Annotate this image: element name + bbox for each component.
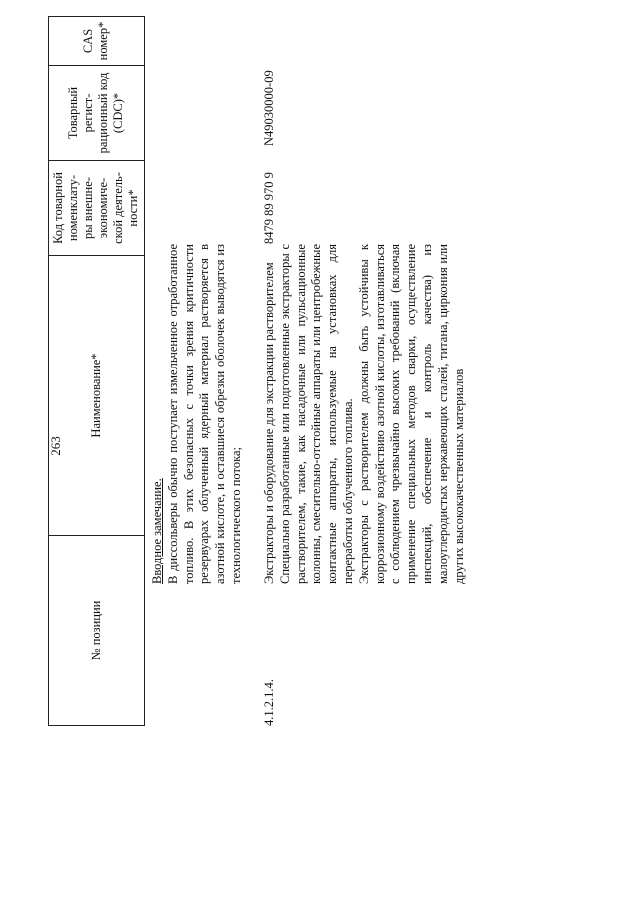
- header-cas: CAS номер*: [48, 16, 144, 66]
- header-position: № позиции: [48, 536, 144, 726]
- rotated-table: [48, 16, 618, 876]
- page-number: 263: [48, 436, 63, 456]
- row-name: Экстракторы и оборудование для экстракции растворителем: [262, 262, 276, 584]
- header-cdc: Товарный регист- рационный код (CDC)*: [48, 66, 144, 161]
- header-hs-code: Код товарной номенклату- ры внешне- экономиче- ской деятель- ности*: [48, 161, 144, 256]
- row-para-2: Экстракторы с растворителем должны быть устойчивы к коррозионному воздействию азотной кислоты, изготавливаться с соблюдением чрезвычайно высоких требований (включая применение специальных методов сварки, осуществление инспекций, обеспечение и контроль качества) из малоуглеродистых нержавеющих сталей, титана, циркония или других высококачественных материалов: [356, 244, 466, 584]
- row-hs-code: 8479 89 970 9: [262, 172, 276, 244]
- row-position: 4.1.2.1.4.: [262, 679, 276, 726]
- row-description: [262, 244, 467, 584]
- intro-title: Вводное замечание.: [150, 478, 164, 584]
- intro-text: В диссольверы обычно поступает измельченное отработанное топливо. В этих безопасных с точки зрения критичности резервуарах облученный ядерный материал растворяется в азотной кислоте, и оставшиеся обрезки оболочек выводятся из технологического потока;: [165, 244, 243, 584]
- intro-block: [150, 244, 245, 584]
- header-name: Наименование*: [48, 256, 144, 536]
- header-bottom-border: [144, 16, 145, 726]
- row-para-1: Специально разработанные или подготовленные экстракторы с растворителем, такие, как насадочные или пульсационные колонны, смесительно-отстойные аппараты или центробежные контактные аппараты, используемые на установках для переработки облученного топлива.: [277, 244, 355, 584]
- row-cdc: N49030000-09: [262, 70, 276, 146]
